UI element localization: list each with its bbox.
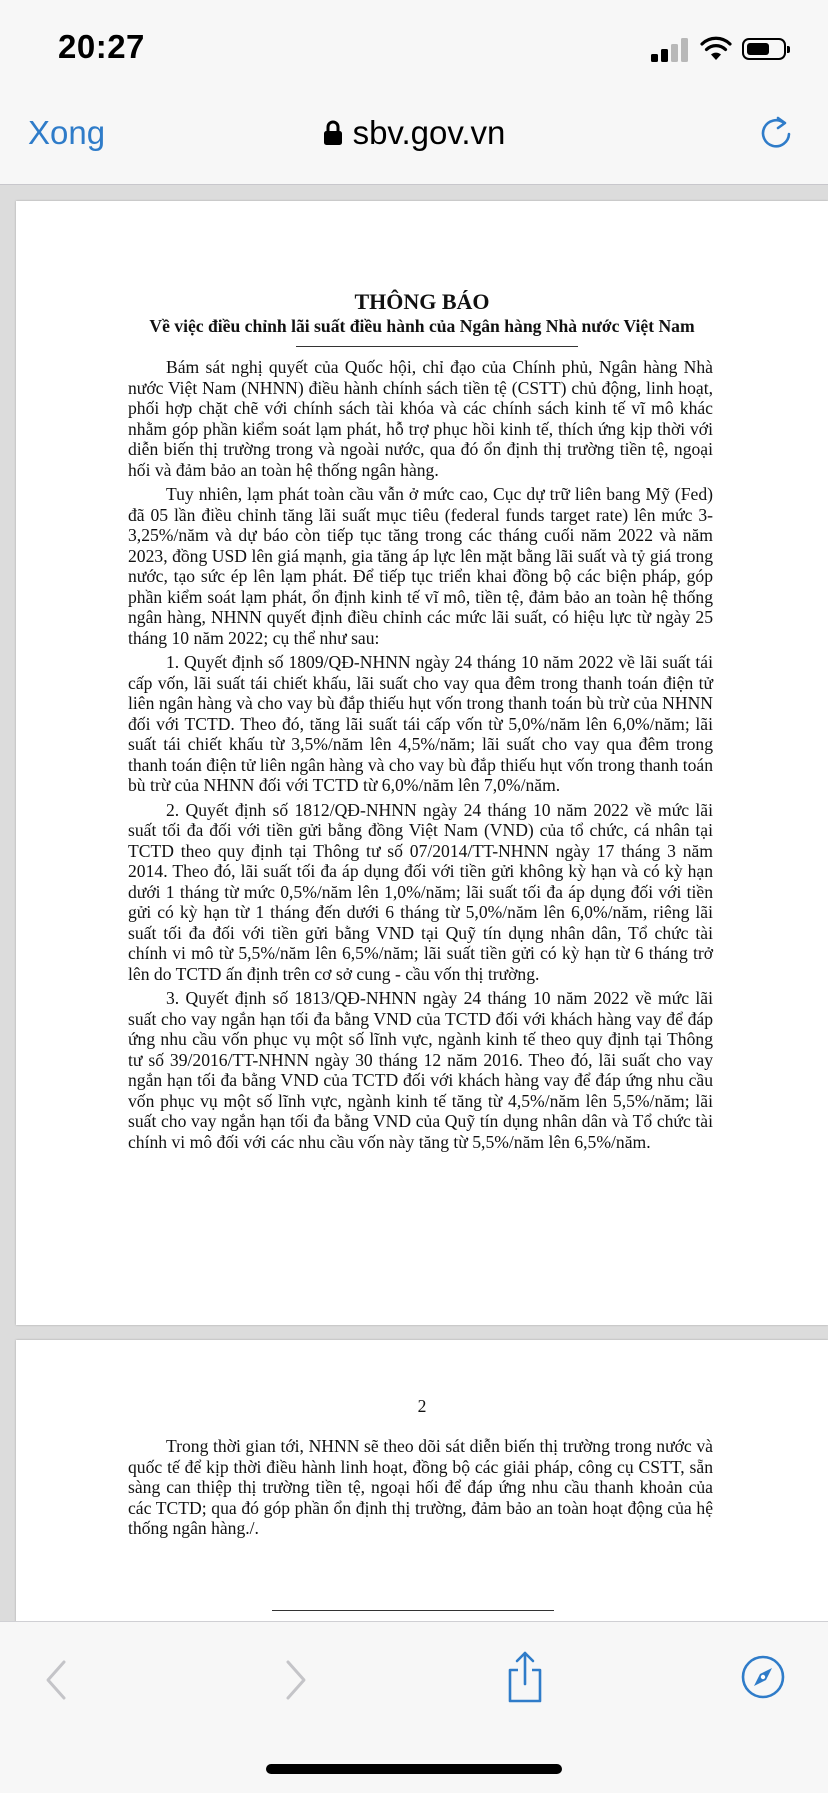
status-time: 20:27 <box>58 28 145 65</box>
url-text: sbv.gov.vn <box>352 114 506 151</box>
url-display[interactable] <box>0 114 828 152</box>
paragraph: 3. Quyết định số 1813/QĐ-NHNN ngày 24 tháng 10 năm 2022 về mức lãi suất cho vay ngắn hạn tối đa bằng VND của TCTD đối với khách hàng vay để đáp ứng nhu cầu vốn phục vụ một số lĩnh vực, ngành kinh tế theo quy định tại Thông tư số 39/2016/TT-NHNN ngày 30 tháng 12 năm 2016. Theo đó, lãi suất cho vay ngắn hạn tối đa bằng VND của TCTD đối với khách hàng vay để đáp ứng nhu cầu vốn phục vụ một số lĩnh vực, ngành kinh tế tăng từ 4,5%/năm lên 5,5%/năm; lãi suất cho vay ngắn hạn tối đa bằng VND của Quỹ tín dụng nhân dân và Tổ chức tài chính vi mô đối với các nhu cầu vốn này tăng từ 5,5%/năm lên 6,5%/năm. <box>128 988 713 1152</box>
end-divider <box>272 1610 554 1611</box>
share-icon[interactable] <box>505 1650 545 1704</box>
browser-nav-bar <box>0 100 828 185</box>
document-viewer[interactable] <box>0 185 828 1621</box>
document-body <box>128 1436 713 1543</box>
page-number: 2 <box>417 1396 427 1416</box>
paragraph: Bám sát nghị quyết của Quốc hội, chỉ đạo của Chính phủ, Ngân hàng Nhà nước Việt Nam (NHNN) điều hành chính sách tiền tệ (CSTT) chủ động, linh hoạt, phối hợp chặt chẽ với chính sách tài khóa và các chính sách kinh tế vĩ mô khác nhằm góp phần kiểm soát lạm phát, hỗ trợ phục hồi kinh tế, thích ứng kịp thời với diễn biến thị trường trong và ngoài nước, qua đó ổn định thị trường tiền tệ, ngoại hối và đảm bảo an toàn hệ thống ngân hàng. <box>128 357 713 480</box>
forward-icon[interactable] <box>280 1658 310 1702</box>
compass-icon[interactable] <box>740 1654 786 1700</box>
document-page-2 <box>16 1340 828 1621</box>
document-body <box>128 357 713 1156</box>
paragraph: 2. Quyết định số 1812/QĐ-NHNN ngày 24 tháng 10 năm 2022 về mức lãi suất tối đa đối với tiền gửi bằng đồng Việt Nam (VND) của tổ chức, cá nhân tại TCTD theo quy định tại Thông tư số 07/2014/TT-NHNN ngày 17 tháng 3 năm 2014. Theo đó, lãi suất tối đa áp dụng đối với tiền gửi không kỳ hạn và có kỳ hạn dưới 1 tháng từ mức 0,5%/năm lên 1,0%/năm; lãi suất tối đa áp dụng đối với tiền gửi có kỳ hạn từ 1 tháng đến dưới 6 tháng từ 5,0%/năm lên 6,0%/năm, riêng lãi suất tối đa đối với tiền gửi bằng VND tại Quỹ tín dụng nhân dân, Tổ chức tài chính vi mô từ 5,5%/năm lên 6,5%/năm; lãi suất tiền gửi có kỳ hạn từ 6 tháng trở lên do TCTD ấn định trên cơ sở cung - cầu vốn thị trường. <box>128 799 713 984</box>
status-bar <box>0 0 828 100</box>
title-divider <box>296 346 578 347</box>
done-button[interactable]: Xong <box>28 114 106 151</box>
home-indicator[interactable] <box>266 1764 562 1774</box>
paragraph: Tuy nhiên, lạm phát toàn cầu vẫn ở mức cao, Cục dự trữ liên bang Mỹ (Fed) đã 05 lần điều chỉnh tăng lãi suất mục tiêu (federal funds target rate) lên mức 3-3,25%/năm và dự báo còn tiếp tục tăng trong các tháng cuối năm 2022 và năm 2023, đồng USD lên giá mạnh, gia tăng áp lực lên mặt bằng lãi suất và tỷ giá trong nước, tạo sức ép lên lạm phát. Để tiếp tục triển khai đồng bộ các biện pháp, góp phần kiểm soát lạm phát, ổn định kinh tế vĩ mô, tiền tệ, đảm bảo an toàn hệ thống ngân hàng, NHNN quyết định điều chỉnh các mức lãi suất, có hiệu lực từ ngày 25 tháng 10 năm 2022; cụ thể như sau: <box>128 484 713 648</box>
signal-icon <box>651 38 689 62</box>
document-subtitle: Về việc điều chỉnh lãi suất điều hành của Ngân hàng Nhà nước Việt Nam <box>149 316 695 336</box>
lock-icon <box>323 120 343 146</box>
battery-icon <box>742 38 786 60</box>
wifi-icon <box>700 36 732 62</box>
document-title: THÔNG BÁO <box>354 289 490 314</box>
document-page-1 <box>16 201 828 1325</box>
paragraph: Trong thời gian tới, NHNN sẽ theo dõi sát diễn biến thị trường trong nước và quốc tế để kịp thời điều hành linh hoạt, đồng bộ các giải pháp, công cụ CSTT, sẵn sàng can thiệp thị trường tiền tệ, ngoại hối để đáp ứng nhu cầu thanh khoản của các TCTD; qua đó góp phần ổn định thị trường, đảm bảo an toàn hoạt động của hệ thống ngân hàng./. <box>128 1436 713 1538</box>
back-icon[interactable] <box>42 1658 72 1702</box>
paragraph: 1. Quyết định số 1809/QĐ-NHNN ngày 24 tháng 10 năm 2022 về lãi suất tái cấp vốn, lãi suất tái chiết khấu, lãi suất cho vay qua đêm trong thanh toán điện tử liên ngân hàng và cho vay bù đắp thiếu hụt vốn trong thanh toán bù trừ của NHNN đối với TCTD. Theo đó, tăng lãi suất tái cấp vốn từ 5,0%/năm lên 6,0%/năm; lãi suất tái chiết khấu từ 3,5%/năm lên 4,5%/năm; lãi suất cho vay qua đêm trong thanh toán điện tử liên ngân hàng và cho vay bù đắp thiếu hụt vốn trong thanh toán bù trừ của NHNN đối với TCTD từ 6,0%/năm lên 7,0%/năm. <box>128 652 713 795</box>
reload-icon[interactable] <box>758 114 794 154</box>
